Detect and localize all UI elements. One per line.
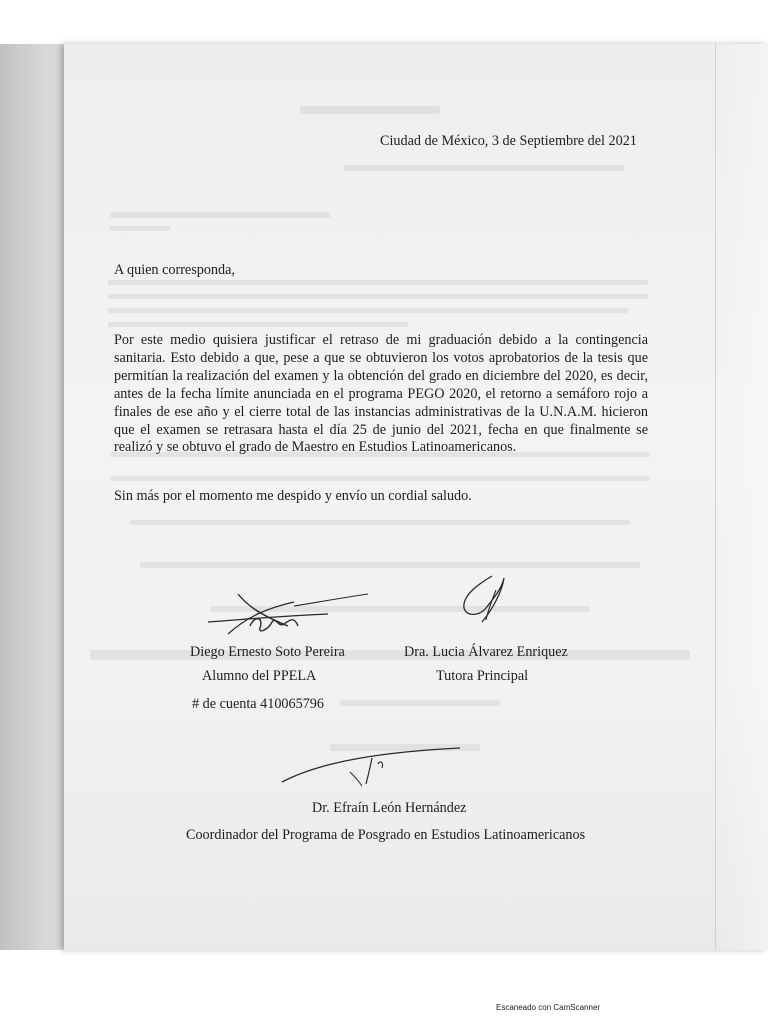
paper-edge	[715, 44, 768, 950]
body-line: antes de la fecha límite anunciada en el programa PEGO 2020, el retorno a semáforo rojo a	[114, 385, 648, 402]
tutor-name: Dra. Lucia Álvarez Enriquez	[404, 644, 568, 660]
body-line: finales de ese año y el cierre total de las instancias administrativas de la U.N.A.M. hicieron	[114, 403, 648, 420]
student-role: Alumno del PPELA	[202, 668, 317, 684]
tutor-signature	[452, 570, 522, 630]
tutor-role: Tutora Principal	[436, 668, 529, 684]
coordinator-role: Coordinador del Programa de Posgrado en Estudios Latinoamericanos	[186, 827, 586, 843]
student-name: Diego Ernesto Soto Pereira	[190, 644, 345, 660]
body-line: Por este medio quisiera justificar el retraso de mi graduación debido a la contingencia	[114, 332, 648, 348]
body-line: realizó y se obtuvo el grado de Maestro en Estudios Latinoamericanos.	[114, 439, 517, 456]
student-signature	[198, 586, 378, 646]
coordinator-signature	[280, 742, 470, 792]
greeting: A quien corresponda,	[114, 262, 235, 278]
coordinator-name: Dr. Efraín León Hernández	[312, 800, 467, 816]
body-line: permitían la realización del examen y la obtención del grado en diciembre del 2020, es decir,	[114, 367, 648, 384]
place-date: Ciudad de México, 3 de Septiembre del 2021	[380, 133, 637, 149]
body-paragraph	[114, 332, 648, 457]
closing-line: Sin más por el momento me despido y envío un cordial saludo.	[114, 488, 472, 504]
body-line: sanitaria. Esto debido a que, pese a que se obtuvieron los votos aprobatorios de la tesis que	[114, 349, 648, 366]
body-line: que el examen se retrasara hasta el día 25 de junio del 2021, fecha en que finalmente se	[114, 421, 648, 438]
camscanner-watermark: Escaneado con CamScanner	[496, 1003, 601, 1012]
student-account: # de cuenta 410065796	[192, 696, 324, 712]
